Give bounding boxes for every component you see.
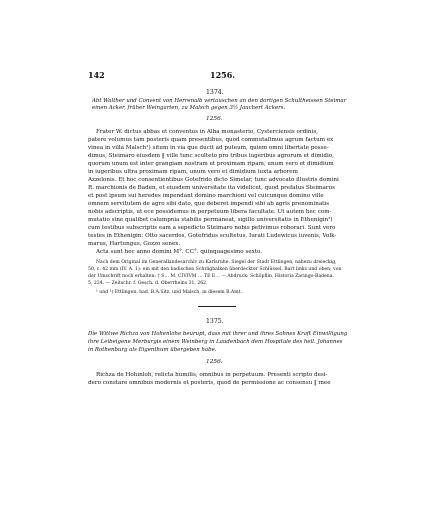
footnote-line: ¹ und ²) Ettlingen, bad. B.A.Sitz, und Malsch, in diesem B.Amt. (96, 290, 242, 295)
body-line: quorum unum est inter grangiam nostram et proximam ripam, unum vero et dimidium (88, 161, 334, 167)
body-line: R. marchionis de Baden, et eiusdem universitate ita videlicet, quod prefatus Steimarus (88, 185, 335, 191)
body-line: patere volumus tam posteris quam presentibus, quod commutaſimus agrum factum ex (88, 137, 334, 143)
body-line: Frater W. dictus abbas et conventus in Alba monasterio, Cysterciensis ordinis, (96, 129, 318, 135)
body-line: mutatio sine qualibet calumpnia stabilis permaneat, sigillo universitatis in Ethenigin²) (88, 217, 333, 223)
body-line: cum testibus subscriptis eam a sepedicto Steimaro nobis petivimus roborari. Sunt vero (88, 225, 336, 231)
body-line: marus, Hartungus, Gozzo senex. (88, 241, 181, 247)
body-line: Azzelonis. Et hoc consentientibus Gotefrido dicto Simelar, tunc advocato illustris domini (88, 177, 339, 183)
body-line: et post ipsum sui heredes impendant domino marchioni vel cuicunque domino ville (88, 193, 324, 199)
document-title-line: einen Acker, früher Weingarten, zu Malsch gegen 3½ Jauchert Ackers. (92, 105, 286, 111)
body-line: dimus, Steimaro eiusdem ‖ ville tunc sculteto pro tribus iugeribus agrorum et dimidio, (88, 153, 334, 159)
body-line: testes in Ethenigin: Otto sacerdos, Gotefridus scultetus, Iurati Ludewicus iuvenis, Volk- (88, 233, 337, 239)
document-title-line: ihre Leibeigene Merburgis einem Weinberg in Laudenbach dem Hospitale des heil. Johannes (88, 339, 343, 345)
running-year: 1256. (210, 70, 236, 80)
section-divider (198, 306, 236, 307)
body-line: Acta sunt hec anno domini M°. CC°. quinquagesimo sexto. (96, 249, 263, 255)
body-line: omnem servitutem de agro sibi dato, que deberet impendi sibi ab agris prenominatis (88, 201, 330, 207)
body-line: vinea in villa Malsch¹) situm in via que ducit ad puteum, quiem omni libertate posse- (88, 145, 329, 151)
footnote-line: Nach dem Original im Generallandesarchiv zu Karlsruhe. Siegel der Stadt Ettlingen, nahezu dreieckig, (96, 260, 337, 265)
footnote-line: der Umschrift noch erhalten: † S… M. CIVIVM … TE E… — Abdruck: Schöpflin, Historia Zaringo-Badena. (88, 274, 334, 279)
document-title-line: in Rothenburg als Eigenthum übergeben habe. (88, 347, 217, 353)
document-year: 1256. (206, 116, 223, 122)
document-number: 1375. (206, 318, 224, 325)
body-line: Richza de Hohinloh, relicta humilis, omnibus in perpetuum. Presenti scripto desi- (96, 372, 328, 378)
page-number: 142 (88, 70, 105, 80)
footnote-line: 50, c. 42 mm (IV. A. 1): ein mit den badischen Schrägbalken überdeckter Schlüssel, Bart links und oben; von (88, 267, 342, 272)
document-year: 1256. (206, 359, 223, 365)
body-line: in iugeribus ultra proximam ripam, unum vero et dimidium iuxta arborem (88, 169, 298, 175)
footnote-line: 5, 234. — Zeitschr. f. Gesch. d. Oberrheins 31, 262. (88, 281, 208, 286)
document-number: 1374. (206, 89, 224, 96)
document-title-line: Die Wittwe Richza von Hohenlohe beurupt, dass mit ihrer und ihres Sohnes Kraft Einwilligung (88, 331, 348, 337)
body-line: dero constare omnibus modernis et posteris, quod de permissione ac consensu ‖ mee (88, 380, 331, 386)
document-title-line: Abt Walther und Convent von Herrenalb vertauschen an den dortigen Schultheissen Steimar (92, 98, 347, 104)
body-line: nobis adscriptis, ut ece possidemus in perpetuum libera facultate. Ut autem hec com- (88, 209, 332, 215)
